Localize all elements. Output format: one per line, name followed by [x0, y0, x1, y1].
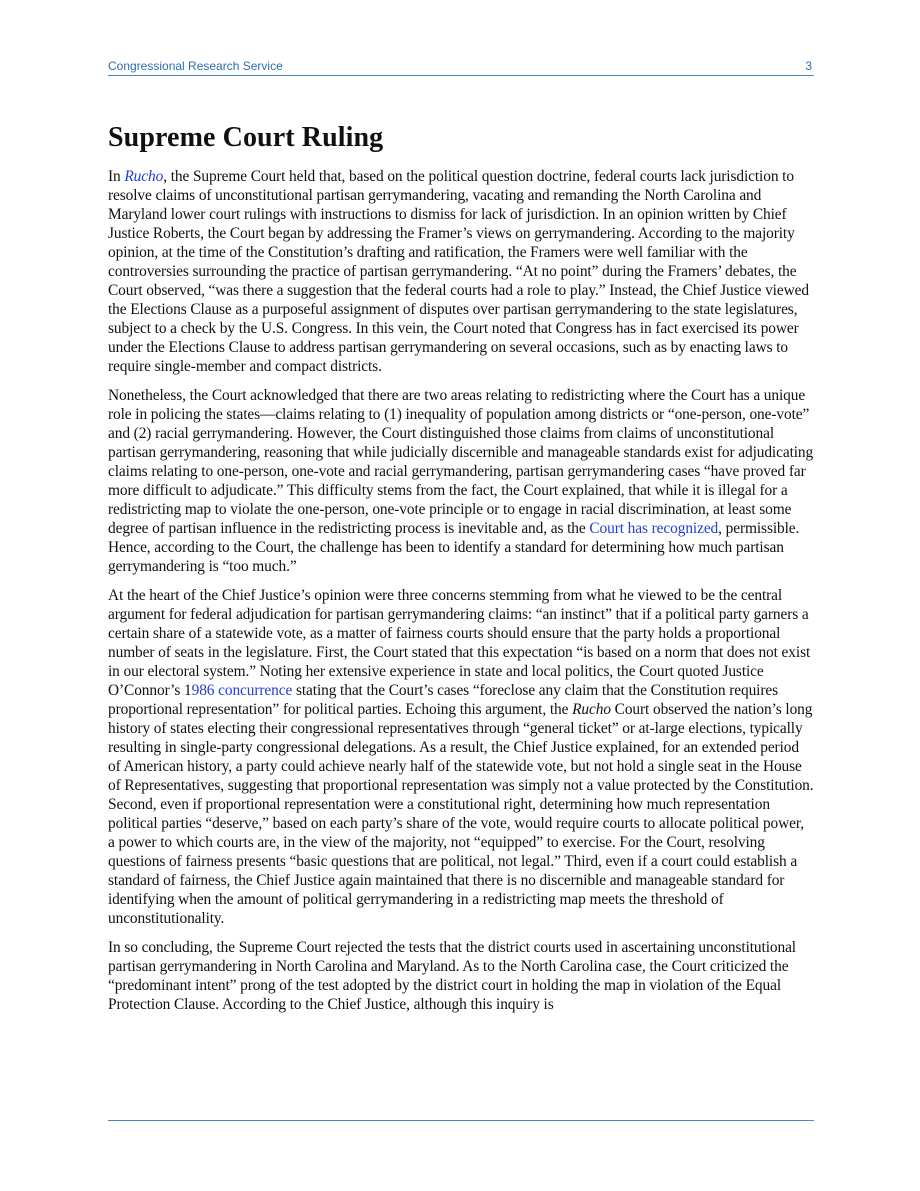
- rucho-italic: Rucho: [572, 701, 611, 718]
- paragraph-1-lead: In: [108, 168, 125, 185]
- court-has-recognized-link[interactable]: Court has recognized: [589, 520, 719, 537]
- section-title: Supreme Court Ruling: [108, 122, 384, 153]
- paragraph-1: [108, 167, 814, 376]
- rucho-link[interactable]: Rucho: [124, 168, 164, 185]
- paragraph-3-text-middle: stating that the Court’s cases “foreclose any claim that the Constitution requires proportional representation” for political parties. Echoing this argument, the: [108, 682, 779, 718]
- paragraph-2-text-after: , permissible. Hence, according to the Court, the challenge has been to identify a standard for determining how much partisan gerrymandering is “too much.”: [108, 520, 800, 575]
- paragraph-3-text-after: Court observed the nation’s long history of states electing their congressional representatives through “general ticket” or at-large elections, typically resulting in single-party congressional delegations. As a result, the Chief Justice explained, for an extended period of American history, a party could achieve nearly half of the statewide vote, but not hold a single seat in the House of Representatives, suggesting that proportional representation was simply not a value protected by the Constitution. Second, even if proportional representation were a constitutional right, determining how much representation political parties “deserve,” based on each party’s share of the vote, would require courts to allocate political power, a power to which courts are, in the view of the majority, not “equipped” to exercise. For the Court, resolving questions of fairness presents “basic questions that are political, not legal.” Third, even if a court could establish a standard of fairness, the Chief Justice again maintained that there is no discernible and manageable standard for identifying when the amount of political gerrymandering in a redistricting map meets the threshold of unconstitutionality.: [108, 701, 814, 927]
- paragraph-1-text: , the Supreme Court held that, based on the political question doctrine, federal courts lack jurisdiction to resolve claims of unconstitutional partisan gerrymandering, vacating and remanding the North Carolina and Maryland lower court rulings with instructions to dismiss for lack of jurisdiction. In an opinion written by Chief Justice Roberts, the Court began by addressing the Framer’s views on gerrymandering. According to the majority opinion, at the time of the Constitution’s drafting and ratification, the Framers were well familiar with the controversies surrounding the practice of partisan gerrymandering. “At no point” during the Framers’ debates, the Court observed, “was there a suggestion that the federal courts had a role to play.” Instead, the Chief Justice viewed the Elections Clause as a purposeful assignment of disputes over partisan gerrymandering to the state legislatures, subject to a check by the U.S. Congress. In this vein, the Court noted that Congress has in fact exercised its power under the Elections Clause to address partisan gerrymandering on several occasions, such as by enacting laws to require single-member and compact districts.: [108, 168, 809, 375]
- paragraph-3-text-before: At the heart of the Chief Justice’s opinion were three concerns stemming from what he viewed to be the central argument for federal adjudication for partisan gerrymandering claims: “an instinct” that if a political party garners a certain share of a statewide vote, as a matter of fairness courts should ensure that the party holds a proportional number of seats in the legislature. First, the Court stated that this expectation “is based on a norm that does not exist in our electoral system.” Noting her extensive experience in state and local politics, the Court quoted Justice O’Connor’s 1: [108, 587, 811, 699]
- paragraph-4: [108, 938, 814, 1014]
- body-text: [108, 167, 814, 1024]
- paragraph-2: [108, 386, 814, 576]
- paragraph-2-text-before: Nonetheless, the Court acknowledged that there are two areas relating to redistricting where the Court has a unique role in policing the states—claims relating to (1) inequality of population among districts or “one-person, one-vote” and (2) racial gerrymandering. However, the Court distinguished those claims from claims of unconstitutional partisan gerrymandering, reasoning that while judicially discernible and manageable standards exist for adjudicating claims relating to one-person, one-vote and racial gerrymandering, partisan gerrymandering cases “have proved far more difficult to adjudicate.” This difficulty stems from the fact, the Court explained, that while it is illegal for a redistricting map to violate the one-person, one-vote principle or to engage in racial discrimination, at least some degree of partisan influence in the redistricting process is inevitable and, as the: [108, 387, 814, 537]
- paragraph-3: [108, 586, 814, 928]
- concurrence-link[interactable]: 986 concurrence: [191, 682, 293, 699]
- page-number: 3: [805, 59, 812, 73]
- footer-divider: [108, 1120, 814, 1121]
- page-header: [108, 58, 814, 76]
- header-source: Congressional Research Service: [108, 59, 283, 73]
- paragraph-4-text: In so concluding, the Supreme Court rejected the tests that the district courts used in ascertaining unconstitutional partisan gerrymandering in North Carolina and Maryland. As to the North Carolina case, the Court criticized the “predominant intent” prong of the test adopted by the district court in holding the map in violation of the Equal Protection Clause. According to the Chief Justice, although this inquiry is: [108, 939, 796, 1013]
